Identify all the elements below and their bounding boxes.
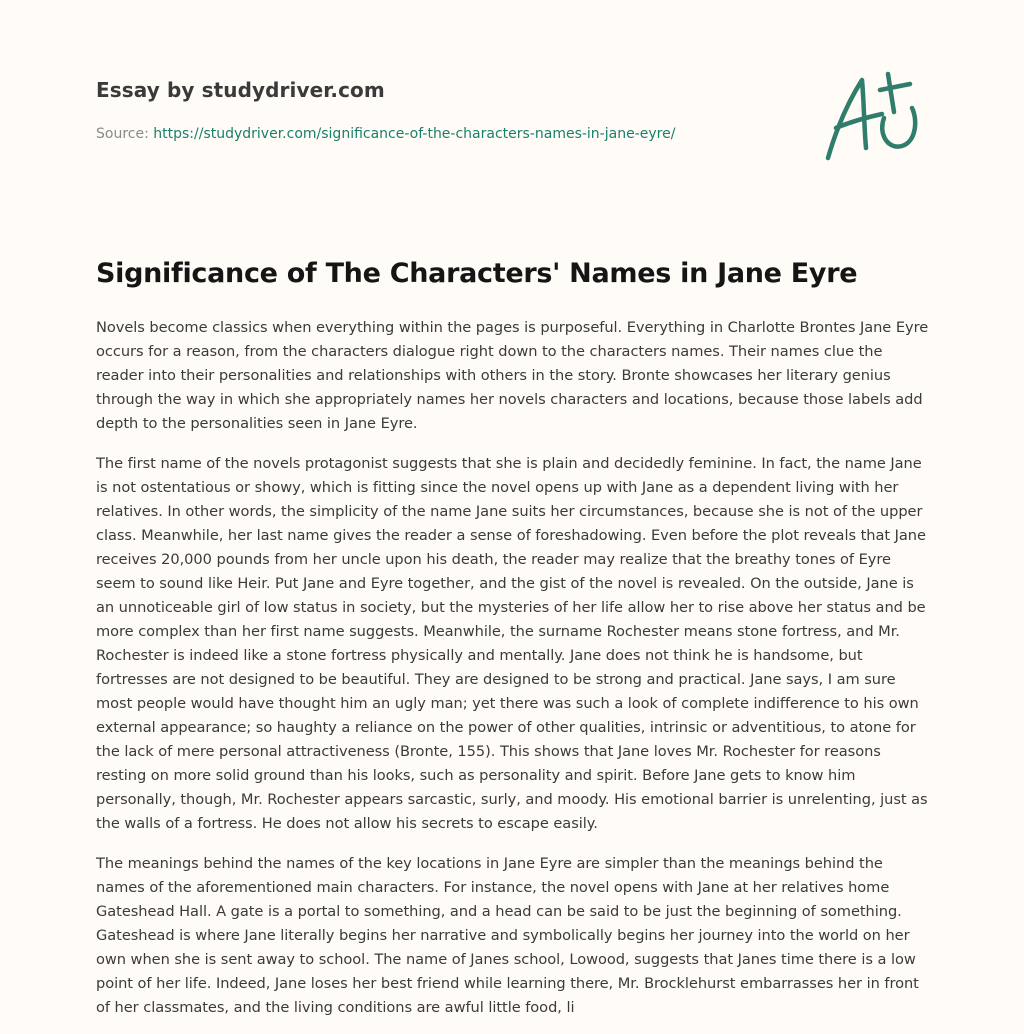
paragraph: The first name of the novels protagonist suggests that she is plain and decidedly feminine. In fact, the name Jane is not ostentatious or showy, which is fitting since the novel opens up with Jane as a dependent living with her relatives. In other words, the simplicity of the name Jane suits her circumstances, because she is not of the upper class. Meanwhile, her last name gives the reader a sense of foreshadowing. Even before the plot reveals that Jane receives 20,000 pounds from her uncle upon his death, the reader may realize that the breathy tones of Eyre seem to sound like Heir. Put Jane and Eyre together, and the gist of the novel is revealed. On the outside, Jane is an unnoticeable girl of low status in society, but the mysteries of her life allow her to rise above her status and be more complex than her first name suggests. Meanwhile, the surname Rochester means stone fortress, and Mr. Rochester is indeed like a stone fortress physically and mentally. Jane does not think he is handsome, but fortresses are not designed to be beautiful. They are designed to be strong and practical. Jane says, I am sure most people would have thought him an ugly man; yet there was such a look of complete indifference to his own external appearance; so haughty a reliance on the power of other qualities, intrinsic or adventitious, to atone for the lack of mere personal attractiveness (Bronte, 155). This shows that Jane loves Mr. Rochester for reasons resting on more solid ground than his looks, such as personality and spirit. Before Jane gets to know him personally, though, Mr. Rochester appears sarcastic, surly, and moody. His emotional barrier is unrelenting, just as the walls of a fortress. He does not allow his secrets to escape easily.	[96, 455, 928, 832]
paragraph: The meanings behind the names of the key locations in Jane Eyre are simpler than the meanings behind the names of the aforementioned main characters. For instance, the novel opens with Jane at her relatives home Gateshead Hall. A gate is a portal to something, and a head can be said to be just the beginning of something. Gateshead is where Jane literally begins her narrative and symbolically begins her journey into the world on her own when she is sent away to school. The name of Janes school, Lowood, suggests that Janes time there is a low point of her life. Indeed, Jane loses her best friend while learning there, Mr. Brocklehurst embarrasses her in front of her classmates, and the living conditions are awful little food, li	[96, 855, 919, 1016]
essay-body	[96, 316, 932, 1028]
a-plus-icon	[818, 68, 930, 164]
source-link[interactable]: https://studydriver.com/significance-of-the-characters-names-in-jane-eyre/	[153, 126, 676, 142]
a-plus-logo	[818, 68, 930, 164]
source-line	[96, 124, 796, 144]
document-title: Significance of The Characters' Names in Jane Eyre	[96, 258, 858, 289]
page-header	[96, 76, 796, 144]
paragraph: Novels become classics when everything within the pages is purposeful. Everything in Charlotte Brontes Jane Eyre occurs for a reason, from the characters dialogue right down to the characters names. Their names clue the reader into their personalities and relationships with others in the story. Bronte showcases her literary genius through the way in which she appropriately names her novels characters and locations, because those labels add depth to the personalities seen in Jane Eyre.	[96, 319, 929, 432]
brand-title: Essay by studydriver.com	[96, 78, 385, 102]
source-label: Source:	[96, 126, 149, 142]
